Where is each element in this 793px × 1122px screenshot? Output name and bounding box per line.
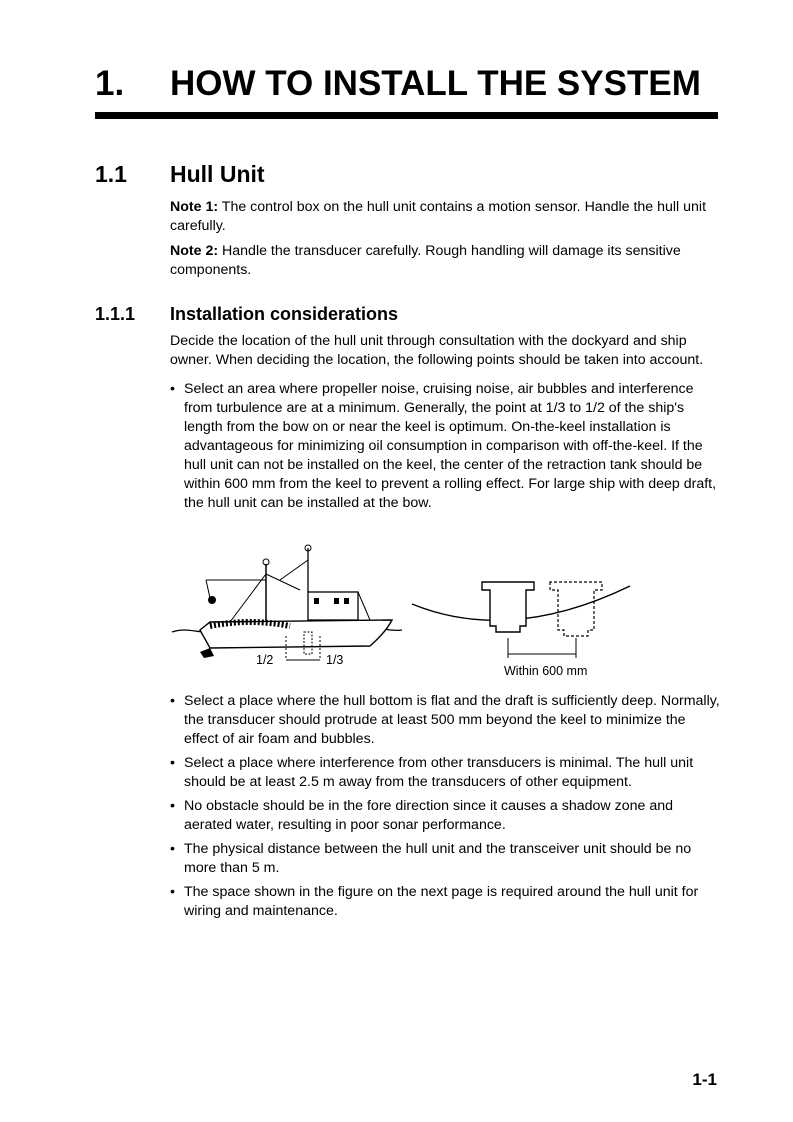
window-icon (344, 598, 349, 604)
section-title: Hull Unit (170, 161, 265, 187)
figure-label-half: 1/2 (256, 653, 274, 667)
list-item (170, 692, 720, 749)
pulley-icon (208, 596, 216, 604)
bullet-text: Select a place where the hull bottom is flat and the draft is sufficiently deep. Normally, the transducer should protrude at least 500 mm beyond the keel to minimize the effect of air foam and bubbles. (184, 693, 720, 747)
note-1-text: The control box on the hull unit contains a motion sensor. Handle the hull unit carefully. (170, 199, 707, 234)
note-2-text: Handle the transducer carefully. Rough handling will damage its sensitive components. (170, 243, 681, 278)
bullet-text: Select an area where propeller noise, cruising noise, air bubbles and interference from turbulence are at a minimum. Generally, the point at 1/3 to 1/2 of the ship's length from the bow on or near the keel is optimum. On-the-keel installation is advantageous for minimizing oil consumption in comparison with off-the-keel. If the hull unit can not be installed on the keel, the center of the retraction tank should be within 600 mm from the keel to prevent a rolling effect. For large ship with deep draft, the hull unit can be installed at the bow. (184, 381, 717, 511)
bullet-text: No obstacle should be in the fore direction since it causes a shadow zone and aerated water, resulting in poor sonar performance. (184, 798, 673, 833)
figure-label-within: Within 600 mm (504, 664, 588, 678)
bridge-house-icon (308, 592, 358, 620)
list-item (170, 754, 720, 792)
note-1-label: Note 1: (170, 199, 219, 215)
bullet-text: Select a place where interference from other transducers is minimal. The hull unit should be at least 2.5 m away from the transducers of other equipment. (184, 755, 694, 790)
figure-label-third: 1/3 (326, 653, 344, 667)
bullet-text: The physical distance between the hull unit and the transceiver unit should be no more than 5 m. (184, 841, 692, 876)
intro-paragraph: Decide the location of the hull unit through consultation with the dockyard and ship owner. When deciding the location, the following points should be taken into account. (170, 333, 704, 368)
subsection-intro (170, 332, 720, 370)
list-item (170, 883, 720, 921)
propeller-icon (200, 648, 214, 658)
note-2 (170, 242, 720, 280)
rigging-line (266, 574, 300, 590)
subsection-number: 1.1.1 (95, 304, 136, 324)
note-2-label: Note 2: (170, 243, 219, 259)
rigging-line (206, 580, 210, 598)
list-item (170, 380, 720, 513)
retraction-tank-on-keel-icon (482, 582, 534, 632)
ship-hull-icon (200, 620, 392, 648)
bullet-list-top (170, 380, 720, 518)
window-icon (314, 598, 319, 604)
bullet-icon: • (170, 841, 175, 857)
section-number: 1.1 (95, 161, 127, 187)
rigging-line (280, 560, 308, 580)
notes-block (170, 198, 720, 280)
window-icon (334, 598, 339, 604)
rigging-line (230, 574, 266, 622)
page-number: 1-1 (692, 1070, 717, 1089)
subsection-title: Installation considerations (170, 304, 399, 324)
retraction-tank-off-keel-icon (550, 582, 602, 636)
installation-figure (170, 540, 640, 690)
bullet-icon: • (170, 884, 175, 900)
bullet-icon: • (170, 381, 175, 397)
chapter-number: 1. (95, 64, 125, 103)
bullet-icon: • (170, 798, 175, 814)
bullet-icon: • (170, 693, 175, 709)
rigging-line (358, 592, 370, 620)
chapter-rule (95, 112, 718, 119)
list-item (170, 840, 720, 878)
bullet-text: The space shown in the figure on the next page is required around the hull unit for wiring and maintenance. (184, 884, 699, 919)
list-item (170, 797, 720, 835)
note-1 (170, 198, 720, 236)
bullet-icon: • (170, 755, 175, 771)
bullet-list-bottom (170, 692, 720, 926)
chapter-title: HOW TO INSTALL THE SYSTEM (170, 64, 701, 103)
